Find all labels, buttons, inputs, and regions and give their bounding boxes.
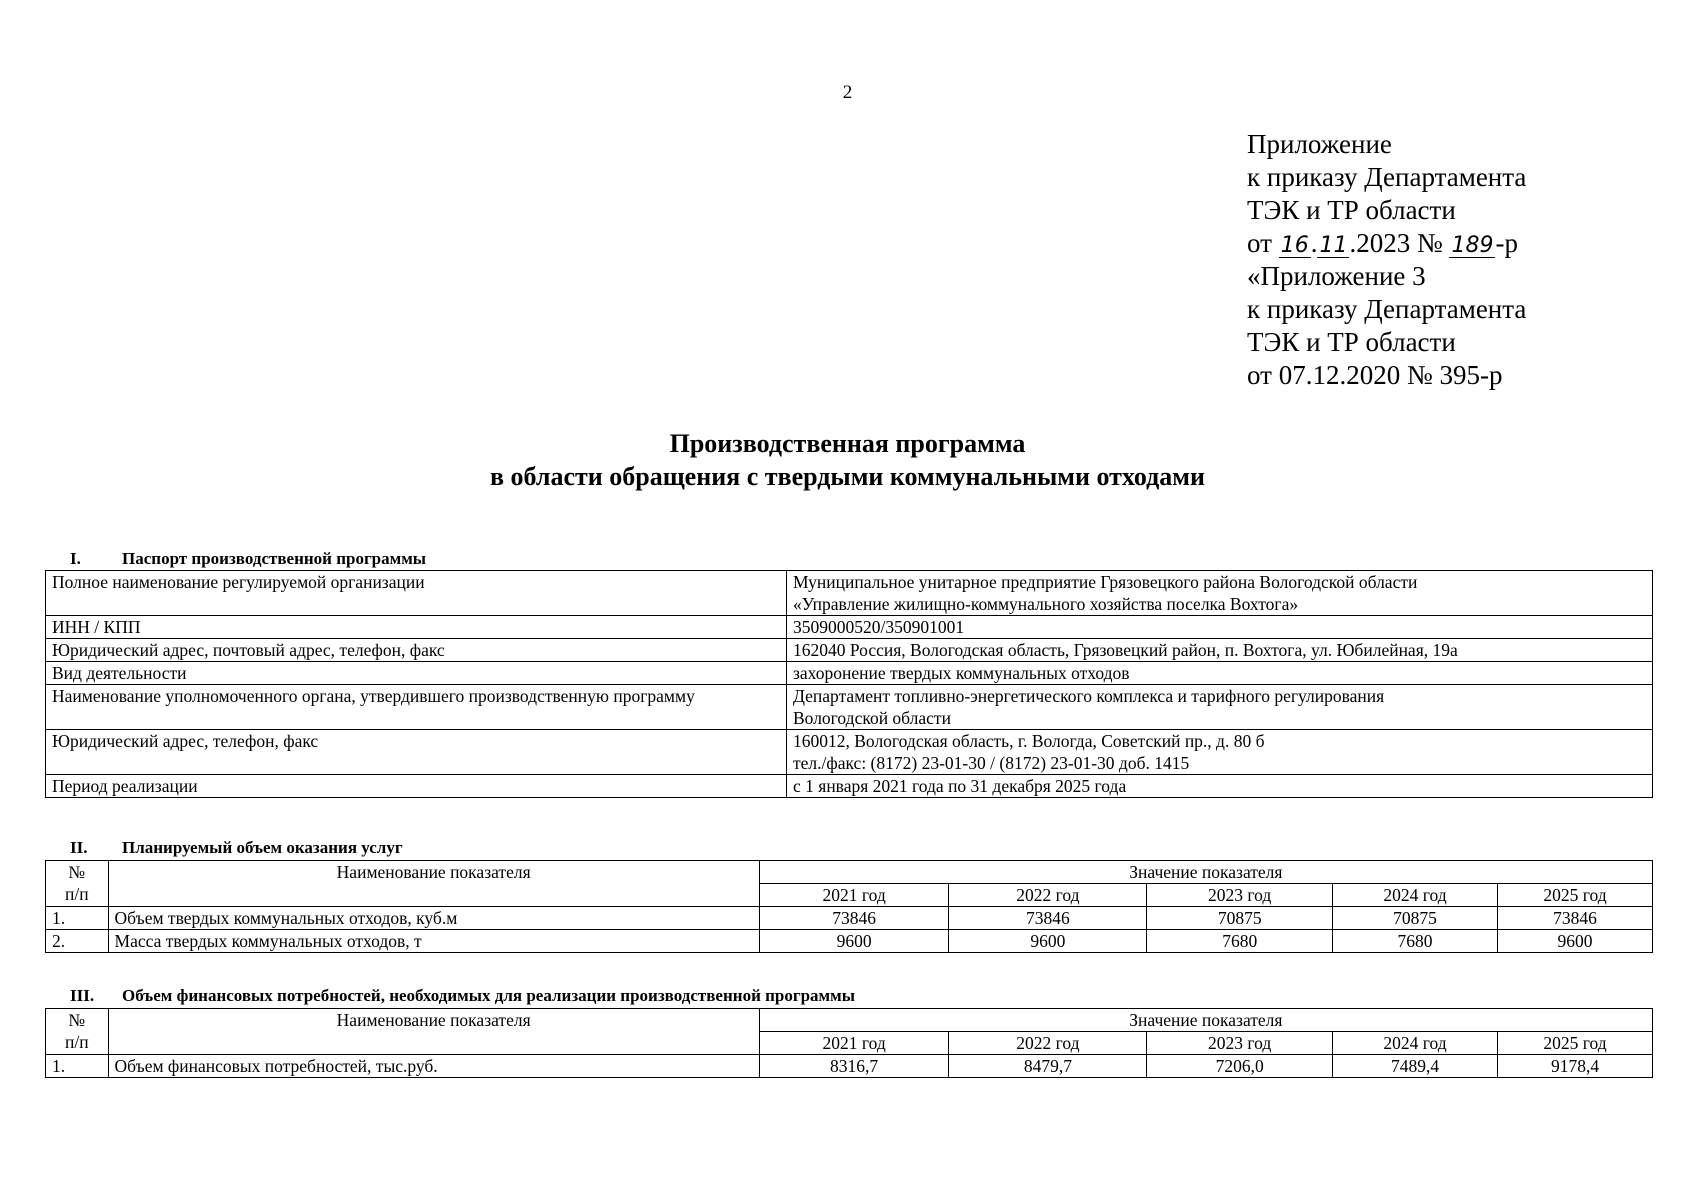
financial-needs-table [45, 1008, 1653, 1078]
column-header-name: Наименование показателя [108, 861, 759, 907]
column-header-number: № п/п [46, 1009, 109, 1055]
year-header: 2021 год [759, 884, 949, 907]
passport-table [45, 570, 1653, 798]
row-name: Масса твердых коммунальных отходов, т [108, 930, 759, 953]
row-number: 2. [46, 930, 109, 953]
table-row [46, 907, 1653, 930]
row-value: 7680 [1333, 930, 1498, 953]
order-suffix: -р [1495, 228, 1518, 258]
row-value: 7489,4 [1333, 1055, 1498, 1078]
row-number: 1. [46, 907, 109, 930]
passport-key: Юридический адрес, телефон, факс [46, 730, 787, 775]
row-value: 8316,7 [759, 1055, 949, 1078]
row-value: 73846 [1498, 907, 1653, 930]
section-3-heading [70, 986, 855, 1006]
page-number: 2 [842, 82, 853, 103]
passport-value: Муниципальное унитарное предприятие Грязовецкого района Вологодской области «Управление жилищно-коммунального хозяйства поселка Вохтога» [787, 571, 1653, 616]
year-header: 2022 год [949, 1032, 1147, 1055]
section-number: III. [70, 986, 95, 1005]
year-header: 2021 год [759, 1032, 949, 1055]
row-number: 1. [46, 1055, 109, 1078]
row-name: Объем твердых коммунальных отходов, куб.м [108, 907, 759, 930]
appendix-line: «Приложение 3 [1247, 261, 1426, 291]
row-value: 70875 [1333, 907, 1498, 930]
table-header-row [46, 1009, 1653, 1032]
appendix-date-prefix: от [1247, 228, 1279, 258]
section-number: I. [70, 549, 81, 568]
year-header: 2024 год [1333, 1032, 1498, 1055]
date-dot: . [1310, 228, 1318, 258]
section-title: Объем финансовых потребностей, необходимых для реализации производственной программы [122, 986, 855, 1005]
column-header-value: Значение показателя [759, 861, 1652, 884]
handwritten-month: 11 [1319, 233, 1348, 258]
section-1-heading [70, 549, 426, 569]
row-value: 7206,0 [1147, 1055, 1333, 1078]
table-row [46, 616, 1653, 639]
table-header-row [46, 861, 1653, 884]
section-title: Планируемый объем оказания услуг [122, 838, 403, 857]
table-row [46, 662, 1653, 685]
passport-value: захоронение твердых коммунальных отходов [787, 662, 1653, 685]
appendix-line: к приказу Департамента [1247, 294, 1527, 324]
passport-value: Департамент топливно-энергетического комплекса и тарифного регулирования Вологодской области [787, 685, 1653, 730]
passport-key: Полное наименование регулируемой организации [46, 571, 787, 616]
table-row [46, 639, 1653, 662]
appendix-line: к приказу Департамента [1247, 162, 1527, 192]
section-2-heading [70, 838, 403, 858]
table-row [46, 685, 1653, 730]
year-header: 2023 год [1147, 884, 1333, 907]
document-title [0, 427, 1695, 493]
title-line-2: в области обращения с твердыми коммунальными отходами [489, 462, 1205, 491]
handwritten-day: 16 [1280, 233, 1309, 258]
table-row [46, 571, 1653, 616]
year-header: 2022 год [949, 884, 1147, 907]
row-value: 9178,4 [1498, 1055, 1653, 1078]
table-row [46, 930, 1653, 953]
passport-key: ИНН / КПП [46, 616, 787, 639]
appendix-line: ТЭК и ТР области [1247, 327, 1456, 357]
table-row [46, 1055, 1653, 1078]
column-header-number: № п/п [46, 861, 109, 907]
row-value: 9600 [759, 930, 949, 953]
passport-key: Юридический адрес, почтовый адрес, телефон, факс [46, 639, 787, 662]
appendix-line: ТЭК и ТР области [1247, 195, 1456, 225]
row-value: 9600 [949, 930, 1147, 953]
passport-key: Период реализации [46, 775, 787, 798]
section-title: Паспорт производственной программы [122, 549, 427, 568]
row-value: 8479,7 [949, 1055, 1147, 1078]
year-header: 2025 год [1498, 884, 1653, 907]
section-number: II. [70, 838, 88, 857]
row-value: 70875 [1147, 907, 1333, 930]
year-header: 2024 год [1333, 884, 1498, 907]
column-header-name: Наименование показателя [108, 1009, 759, 1055]
passport-value: 162040 Россия, Вологодская область, Грязовецкий район, п. Вохтога, ул. Юбилейная, 19а [787, 639, 1653, 662]
row-value: 73846 [759, 907, 949, 930]
passport-value: 3509000520/350901001 [787, 616, 1653, 639]
handwritten-order-number: 189 [1451, 233, 1494, 258]
year-header: 2023 год [1147, 1032, 1333, 1055]
services-volume-table [45, 860, 1653, 953]
passport-key: Наименование уполномоченного органа, утвердившего производственную программу [46, 685, 787, 730]
row-name: Объем финансовых потребностей, тыс.руб. [108, 1055, 759, 1078]
appendix-line: от 07.12.2020 № 395-р [1247, 360, 1503, 390]
title-line-1: Производственная программа [669, 429, 1026, 458]
year-header: 2025 год [1498, 1032, 1653, 1055]
year-and-number-sign: .2023 № [1349, 228, 1450, 258]
table-row [46, 775, 1653, 798]
appendix-order-date-line [1247, 227, 1526, 260]
passport-value: с 1 января 2021 года по 31 декабря 2025 года [787, 775, 1653, 798]
column-header-value: Значение показателя [759, 1009, 1652, 1032]
appendix-block [1247, 128, 1526, 392]
row-value: 9600 [1498, 930, 1653, 953]
row-value: 73846 [949, 907, 1147, 930]
row-value: 7680 [1147, 930, 1333, 953]
passport-key: Вид деятельности [46, 662, 787, 685]
passport-value: 160012, Вологодская область, г. Вологда, Советский пр., д. 80 б тел./факс: (8172) 23-01-30 / (8172) 23-01-30 доб. 1415 [787, 730, 1653, 775]
table-row [46, 730, 1653, 775]
appendix-line: Приложение [1247, 129, 1392, 159]
